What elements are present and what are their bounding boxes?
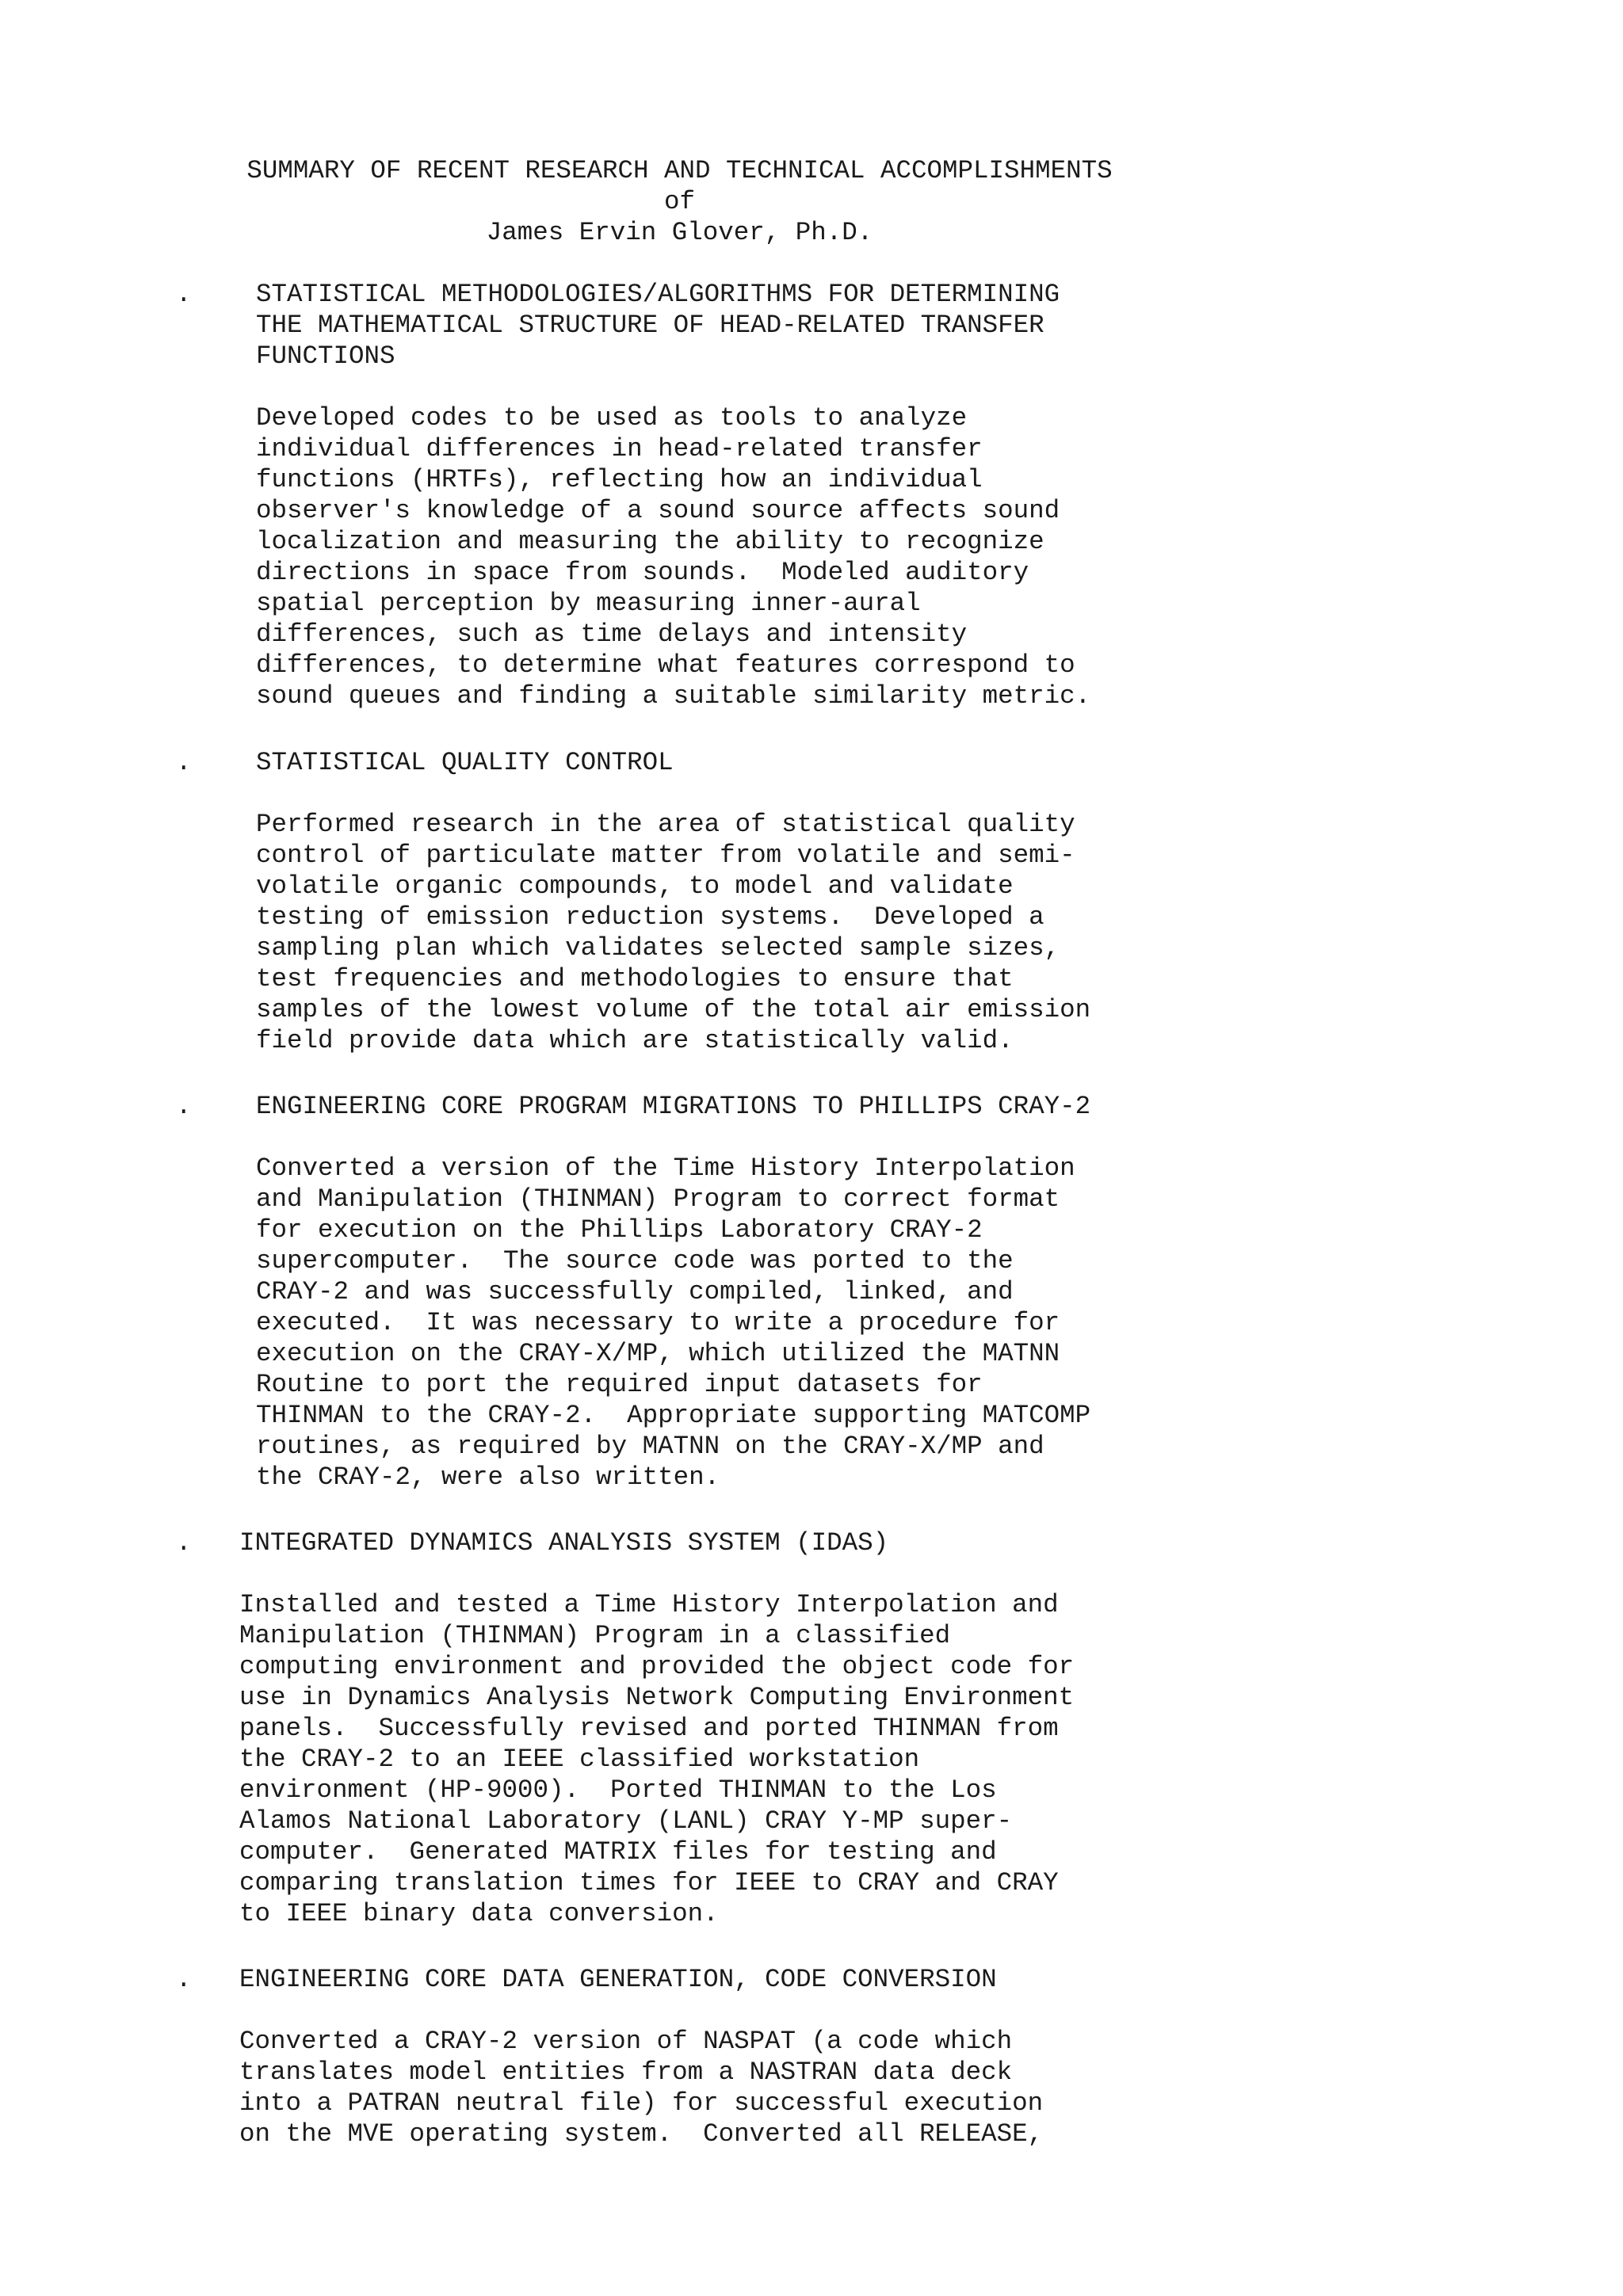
section-heading-line: THE MATHEMATICAL STRUCTURE OF HEAD-RELATED TRANSFER bbox=[256, 311, 1044, 340]
body-line: localization and measuring the ability to recognize bbox=[256, 527, 1044, 556]
section-heading-line: ENGINEERING CORE PROGRAM MIGRATIONS TO PHILLIPS CRAY-2 bbox=[256, 1092, 1091, 1121]
body-line: environment (HP-9000). Ported THINMAN to the Los bbox=[239, 1775, 997, 1805]
body-line: and Manipulation (THINMAN) Program to correct format bbox=[256, 1184, 1060, 1214]
body-line: Performed research in the area of statistical quality bbox=[256, 810, 1075, 839]
body-line: individual differences in head-related transfer bbox=[256, 434, 983, 463]
bullet-marker: . bbox=[176, 280, 192, 309]
bullet-marker: . bbox=[176, 748, 192, 777]
section-heading-line: STATISTICAL QUALITY CONTROL bbox=[256, 748, 674, 777]
body-line: field provide data which are statistically valid. bbox=[256, 1026, 1014, 1055]
body-line: Developed codes to be used as tools to analyze bbox=[256, 403, 968, 433]
body-line: testing of emission reduction systems. Developed a bbox=[256, 902, 1044, 932]
body-line: differences, to determine what features correspond to bbox=[256, 650, 1075, 680]
body-line: supercomputer. The source code was ported to the bbox=[256, 1246, 1014, 1276]
body-line: samples of the lowest volume of the total air emission bbox=[256, 995, 1091, 1024]
body-line: Installed and tested a Time History Interpolation and bbox=[239, 1590, 1059, 1619]
body-line: differences, such as time delays and intensity bbox=[256, 620, 968, 649]
body-line: the CRAY-2, were also written. bbox=[256, 1463, 720, 1492]
body-line: for execution on the Phillips Laboratory CRAY-2 bbox=[256, 1215, 983, 1245]
body-line: into a PATRAN neutral file) for successful execution bbox=[239, 2088, 1044, 2118]
body-line: executed. It was necessary to write a procedure for bbox=[256, 1308, 1060, 1337]
body-line: CRAY-2 and was successfully compiled, linked, and bbox=[256, 1277, 1014, 1306]
section-heading-line: FUNCTIONS bbox=[256, 341, 395, 371]
section-heading-line: ENGINEERING CORE DATA GENERATION, CODE CONVERSION bbox=[239, 1965, 997, 1994]
body-line: comparing translation times for IEEE to CRAY and CRAY bbox=[239, 1868, 1059, 1897]
body-line: use in Dynamics Analysis Network Computing Environment bbox=[239, 1683, 1075, 1712]
bullet-marker: . bbox=[176, 1092, 192, 1121]
section-heading-line: STATISTICAL METHODOLOGIES/ALGORITHMS FOR DETERMINING bbox=[256, 280, 1060, 309]
body-line: directions in space from sounds. Modeled auditory bbox=[256, 558, 1029, 587]
bullet-marker: . bbox=[176, 1528, 192, 1558]
body-line: sound queues and finding a suitable similarity metric. bbox=[256, 681, 1091, 711]
body-line: control of particulate matter from volatile and semi- bbox=[256, 841, 1075, 870]
body-line: computing environment and provided the object code for bbox=[239, 1652, 1075, 1681]
body-line: the CRAY-2 to an IEEE classified workstation bbox=[239, 1745, 920, 1774]
body-line: routines, as required by MATNN on the CRAY-X/MP and bbox=[256, 1432, 1044, 1461]
body-line: THINMAN to the CRAY-2. Appropriate supporting MATCOMP bbox=[256, 1401, 1091, 1430]
author-name: James Ervin Glover, Ph.D. bbox=[486, 218, 873, 247]
bullet-marker: . bbox=[176, 1965, 192, 1994]
title-of: of bbox=[663, 187, 695, 216]
body-line: observer's knowledge of a sound source affects sound bbox=[256, 496, 1060, 525]
body-line: translates model entities from a NASTRAN data deck bbox=[239, 2058, 1013, 2087]
body-line: Alamos National Laboratory (LANL) CRAY Y-MP super- bbox=[239, 1806, 1013, 1836]
body-line: functions (HRTFs), reflecting how an individual bbox=[256, 465, 983, 494]
body-line: to IEEE binary data conversion. bbox=[239, 1899, 719, 1928]
body-line: on the MVE operating system. Converted all RELEASE, bbox=[239, 2119, 1044, 2149]
body-line: Converted a CRAY-2 version of NASPAT (a code which bbox=[239, 2027, 1013, 2056]
body-line: test frequencies and methodologies to ensure that bbox=[256, 964, 1014, 994]
body-line: panels. Successfully revised and ported THINMAN from bbox=[239, 1714, 1059, 1743]
body-line: Converted a version of the Time History Interpolation bbox=[256, 1154, 1075, 1183]
document-title: SUMMARY OF RECENT RESEARCH AND TECHNICAL ACCOMPLISHMENTS bbox=[246, 156, 1113, 185]
section-heading-line: INTEGRATED DYNAMICS ANALYSIS SYSTEM (IDAS) bbox=[239, 1528, 889, 1558]
body-line: sampling plan which validates selected sample sizes, bbox=[256, 933, 1060, 963]
body-line: Manipulation (THINMAN) Program in a classified bbox=[239, 1621, 951, 1650]
body-line: Routine to port the required input datasets for bbox=[256, 1370, 983, 1399]
body-line: computer. Generated MATRIX files for testing and bbox=[239, 1837, 997, 1867]
body-line: volatile organic compounds, to model and validate bbox=[256, 871, 1014, 901]
body-line: execution on the CRAY-X/MP, which utilized the MATNN bbox=[256, 1339, 1060, 1368]
body-line: spatial perception by measuring inner-aural bbox=[256, 589, 921, 618]
